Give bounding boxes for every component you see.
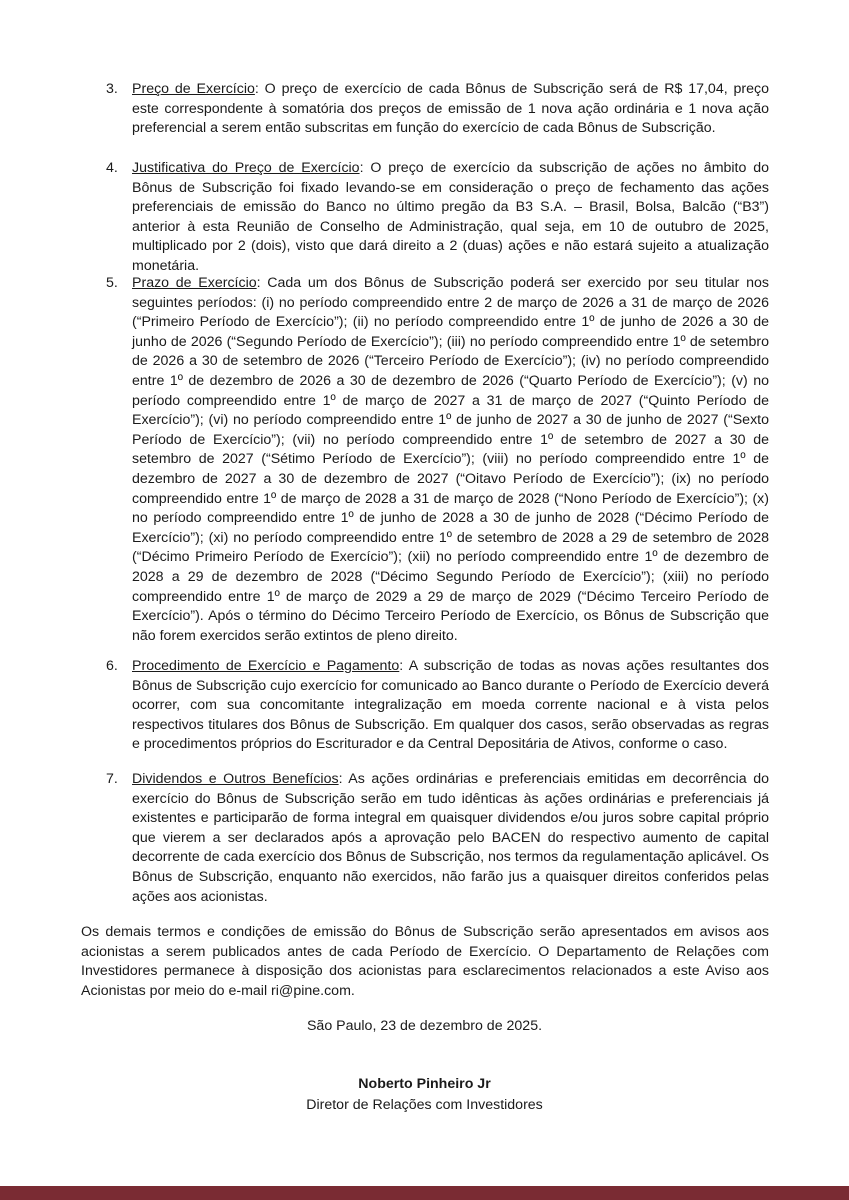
clause-body [132, 274, 769, 646]
clause-body [132, 657, 769, 755]
clause-title: Dividendos e Outros Benefícios [132, 771, 339, 787]
closing-paragraph: Os demais termos e condições de emissão do Bônus de Subscrição serão apresentados em avisos aos acionistas a serem publicados antes de cada Período de Exercício. O Departamento de Relações com Investidores permanece à disposição dos acionistas para esclarecimentos relacionados a este Aviso aos Acionistas por meio do e-mail ri@pine.com. [81, 924, 769, 999]
clause-text: : As ações ordinárias e preferenciais emitidas em decorrência do exercício do Bônus de Subscrição serão em tudo idênticas às ações ordinárias e preferenciais já existentes e participarão de forma integral em quaisquer dividendos e/ou juros sobre capital próprio que vierem a ser declarados após a aprovação pelo BACEN do respectivo aumento de capital decorrente de cada exercício dos Bônus de Subscrição, nos termos da regulamentação aplicável. Os Bônus de Subscrição, enquanto não exercidos, não farão jus a quaisquer direitos conferidos pelas ações aos acionistas. [132, 771, 769, 905]
signer-name: Noberto Pinheiro Jr [358, 1076, 491, 1092]
clause-number: 7. [106, 771, 118, 787]
clause-text: : A subscrição de todas as novas ações resultantes dos Bônus de Subscrição cujo exercício for comunicado ao Banco durante o Período de Exercício deverá ocorrer, com sua concomitante integralização em moeda corrente nacional e à vista pelos respectivos titulares dos Bônus de Subscrição. Em qualquer dos casos, serão observadas as regras e procedimentos próprios do Escriturador e da Central Depositária de Ativos, conforme o caso. [132, 658, 769, 753]
clause-body [132, 159, 769, 277]
footer-bar [0, 1186, 849, 1200]
clause-number: 6. [106, 658, 118, 674]
clause-number: 3. [106, 81, 118, 97]
clause-3 [106, 80, 769, 139]
clause-body [132, 770, 769, 907]
clause-5 [106, 274, 769, 646]
clause-title: Preço de Exercício [132, 81, 255, 97]
clause-6 [106, 657, 769, 755]
clause-number: 5. [106, 275, 118, 291]
signer-role: Diretor de Relações com Investidores [306, 1097, 543, 1113]
clause-title: Prazo de Exercício [132, 275, 257, 291]
date-line: São Paulo, 23 de dezembro de 2025. [306, 1018, 543, 1034]
clause-text: : O preço de exercício da subscrição de ações no âmbito do Bônus de Subscrição foi fixado levando-se em consideração o preço de fechamento das ações preferenciais de emissão do Banco no último pregão da B3 S.A. – Brasil, Bolsa, Balcão (“B3”) anterior à esta Reunião de Conselho de Administração, qual seja, em 10 de outubro de 2025, multiplicado por 2 (dois), visto que dará direito a 2 (duas) ações e não estará sujeito a atualização monetária. [132, 160, 769, 274]
clause-title: Justificativa do Preço de Exercício [132, 160, 360, 176]
clause-title: Procedimento de Exercício e Pagamento [132, 658, 400, 674]
clause-number: 4. [106, 160, 118, 176]
clause-text: : Cada um dos Bônus de Subscrição poderá ser exercido por seu titular nos seguintes períodos: (i) no período compreendido entre 2 de março de 2026 a 31 de março de 2026 (“Primeiro Período de Exercício”); (ii) no período compreendido entre 1º de junho de 2026 a 30 de junho de 2026 (“Segundo Período de Exercício”); (iii) no período compreendido entre 1º de setembro de 2026 a 30 de setembro de 2026 (“Terceiro Período de Exercício”); (iv) no período compreendido entre 1º de dezembro de 2026 a 30 de dezembro de 2026 (“Quarto Período de Exercício”); (v) no período compreendido entre 1º de março de 2027 a 31 de março de 2027 (“Quinto Período de Exercício”); (vi) no período compreendido entre 1º de junho de 2027 a 30 de junho de 2027 (“Sexto Período de Exercício”); (vii) no período compreendido entre 1º de setembro de 2027 a 30 de setembro de 2027 (“Sétimo Período de Exercício”); (viii) no período compreendido entre 1º de dezembro de 2027 a 30 de dezembro de 2027 (“Oitavo Período de Exercício”); (ix) no período compreendido entre 1º de março de 2028 a 31 de março de 2028 (“Nono Período de Exercício”); (x) no período compreendido entre 1º de junho de 2028 a 30 de junho de 2028 (“Décimo Período de Exercício”); (xi) no período compreendido entre 1º de setembro de 2028 a 29 de setembro de 2028 (“Décimo Primeiro Período de Exercício”); (xii) no período compreendido entre 1º de dezembro de 2028 a 29 de dezembro de 2028 (“Décimo Segundo Período de Exercício”); (xiii) no período compreendido entre 1º de março de 2029 a 29 de março de 2029 (“Décimo Terceiro Período de Exercício”). Após o término do Décimo Terceiro Período de Exercício, os Bônus de Subscrição que não forem exercidos serão extintos de pleno direito. [132, 275, 769, 644]
clause-4 [106, 159, 769, 277]
clause-text: : O preço de exercício de cada Bônus de Subscrição será de R$ 17,04, preço este correspondente à somatória dos preços de emissão de 1 nova ação ordinária e 1 nova ação preferencial a serem então subscritas em função do exercício de cada Bônus de Subscrição. [132, 81, 769, 137]
clause-7 [106, 770, 769, 907]
clause-body [132, 80, 769, 139]
